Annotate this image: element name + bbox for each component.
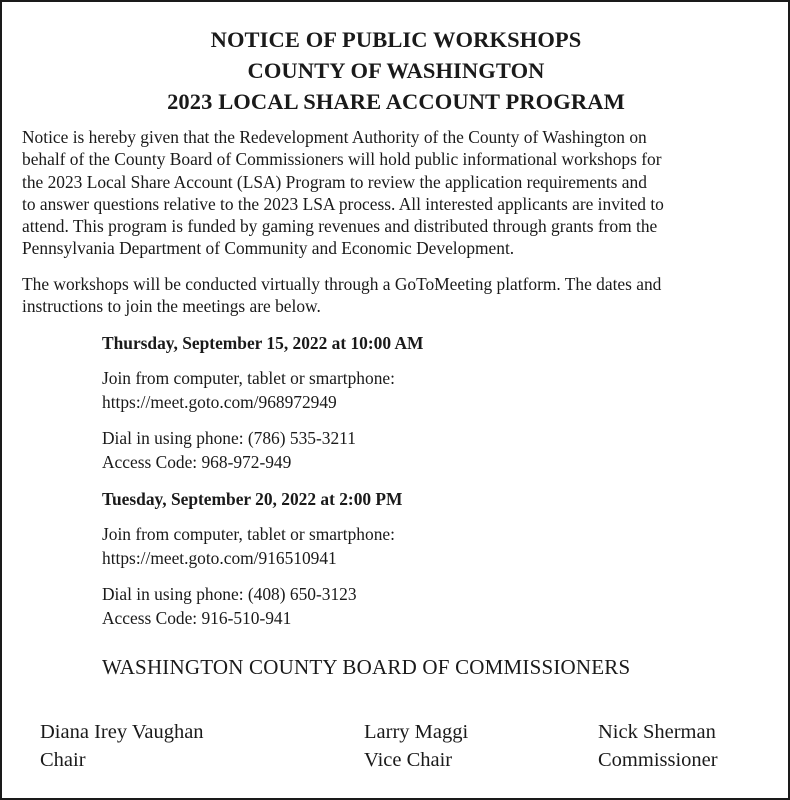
commissioner-1 [40,718,204,774]
session-2-dial-number: Dial in using phone: (408) 650-3123 [102,584,357,605]
commissioner-2-title: Vice Chair [364,749,453,771]
commissioner-3 [598,718,718,774]
workshop-sessions [22,332,770,630]
session-2-join-label: Join from computer, tablet or smartphone: [102,524,395,545]
notice-heading [22,24,770,117]
session-1-access-code: Access Code: 968-972-949 [102,451,292,472]
session-2-dial [102,583,770,630]
notice-paragraph-intro: Notice is hereby given that the Redevelopment Authority of the County of Washington on behalf of the County Board of Commissioners will hold public informational workshops for the 2023 Local Share Account (LSA) Program to review the application requirements and to answer questions relative to the 2023 LSA process. All interested applicants are invited to attend. This program is funded by gaming revenues and distributed through grants from the Pennsylvania Department of Community and Economic Development. [22,127,664,259]
session-1 [102,332,770,474]
session-1-join-label: Join from computer, tablet or smartphone: [102,368,395,389]
heading-line-1: NOTICE OF PUBLIC WORKSHOPS [210,27,582,52]
heading-line-2: COUNTY OF WASHINGTON [247,58,545,83]
session-1-join [102,367,770,414]
board-of-commissioners: WASHINGTON COUNTY BOARD OF COMMISSIONERS [102,655,631,680]
session-2-join [102,523,770,570]
session-1-dial [102,427,770,474]
notice-paragraph-workshops: The workshops will be conducted virtually through a GoToMeeting platform. The dates and instructions to join the meetings are below. [22,273,662,317]
commissioner-2 [364,718,468,774]
heading-line-3: 2023 LOCAL SHARE ACCOUNT PROGRAM [167,89,625,114]
commissioner-3-name: Nick Sherman [598,721,716,743]
session-2 [102,488,770,630]
session-1-join-url[interactable]: https://meet.goto.com/968972949 [102,391,337,412]
commissioner-2-name: Larry Maggi [364,721,469,743]
session-2-access-code: Access Code: 916-510-941 [102,607,292,628]
commissioner-1-title: Chair [40,749,86,771]
session-2-join-url[interactable]: https://meet.goto.com/916510941 [102,547,337,568]
commissioner-3-title: Commissioner [598,749,718,771]
session-1-date: Thursday, September 15, 2022 at 10:00 AM [102,333,424,354]
commissioner-1-name: Diana Irey Vaughan [40,721,204,743]
session-2-date: Tuesday, September 20, 2022 at 2:00 PM [102,489,403,510]
commissioner-signatures [2,718,790,778]
session-1-dial-number: Dial in using phone: (786) 535-3211 [102,428,356,449]
